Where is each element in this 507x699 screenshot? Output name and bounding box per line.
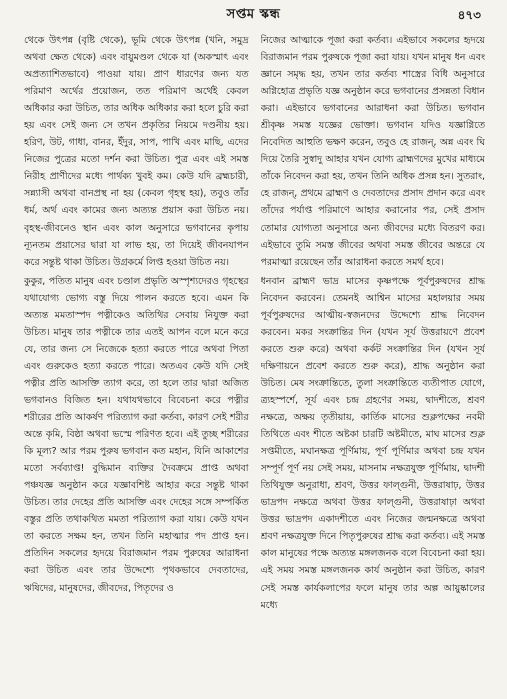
text-columns	[24, 32, 485, 694]
right-column	[261, 32, 486, 694]
left-column	[24, 32, 249, 694]
paragraph: কুকুর, পতিত মানুষ এবং চণ্ডাল প্রভৃতি অস্পৃশ্যদেরও গৃহস্থের যথাযোগ্য ভোগ্য বস্তু দিয়ে পালন করতে হবে। এমন কি অত্যন্ত মমতাস্পদ পত্নীকেও অতিথির সেবায় নিযুক্ত করা উচিত। মানুষ তার পত্নীকে তার এতই আপন বলে মনে করে যে, তার জন্য সে নিজেকে হত্যা করতে পারে অথবা পিতা এবং গুরুকেও হত্যা করতে পারে। অতএব কেউ যদি সেই পত্নীর প্রতি আসক্তি ত্যাগ করে, তা হলে তার দ্বারা অজিত ভগবানও বিজিত হন। যথাযথভাবে বিবেচনা করে পত্নীর শরীরের প্রতি আকর্ষণ পরিত্যাগ করা কর্তব্য, কারণ সেই শরীর অন্তে কৃমি, বিষ্ঠা অথবা ভস্মে পরিণত হবে। এই তুচ্ছ শরীরের কি মূল্য? আর পরম পুরুষ ভগবান কত মহান, যিনি আকাশের মতো সর্বব্যাপ্ত! বুদ্ধিমান ব্যক্তির দৈবক্রমে প্রাপ্ত অথবা পঞ্চযজ্ঞ অনুষ্ঠান করে যজ্ঞাবশিষ্ট আহার করে সন্তুষ্ট থাকা উচিত। তার দেহের প্রতি আসক্তি এবং দেহের সঙ্গে সম্পর্কিত বস্তুর প্রতি তথাকথিত মমতা পরিত্যাগ করা যায়। কেউ যখন তা করতে সক্ষম হন, তখন তিনি মহাত্মার পদ প্রাপ্ত হন। প্রতিদিন সকলের হৃদয়ে বিরাজমান পরম পুরুষের আরাধনা করা উচিত এবং তার উদ্দেশ্যে পৃথকভাবে দেবতাদের, ঋষিদের, মানুষদের, জীবদের, পিতৃদের ও	[24, 275, 249, 594]
paragraph: নিজের আত্মাকে পূজা করা কর্তব্য। এইভাবে সকলের হৃদয়ে বিরাজমান পরম পুরুষকে পূজা করা যায়। যখন মানুষ ধন এবং জ্ঞানে সমৃদ্ধ হয়, তখন তার কর্তব্য শাস্ত্রের বিধি অনুসারে অগ্নিহোত্র প্রভৃতি যজ্ঞ অনুষ্ঠান করে ভগবানের প্রসন্নতা বিধান করা। এইভাবে ভগবানের আরাধনা করা উচিত। ভগবান শ্রীকৃষ্ণ সমস্ত যজ্ঞের ভোক্তা। ভগবান যদিও যজ্ঞাগ্নিতে নিবেদিত আহুতি ভক্ষণ করেন, তবুও হে রাজন্, অন্ন এবং ঘি দিয়ে তৈরি সুস্বাদু আহার যখন যোগ্য ব্রাহ্মণদের মুখের মাধ্যমে তাঁকে নিবেদন করা হয়, তখন তিনি অধিক প্রসন্ন হন। সুতরাং, হে রাজন্, প্রথমে ব্রাহ্মণ ও দেবতাদের প্রসাদ প্রদান করে এবং তাঁদের পর্যাপ্ত পরিমাণে আহার করানোর পর, সেই প্রসাদ তোমার যোগ্যতা অনুসারে অন্য জীবদের মধ্যে বিতরণ কর। এইভাবে তুমি সমস্ত জীবের অথবা সমস্ত জীবের অন্তরে যে পরমাত্মা রয়েছেন তাঁর আরাধনা করতে সমর্থ হবে।	[260, 35, 485, 268]
page-number: ৪৭৩	[457, 8, 481, 22]
page-header	[26, 4, 481, 26]
paragraph: ধনবান ব্রাহ্মণ ভাদ্র মাসের কৃষ্ণপক্ষে পূর্বপুরুষদের শ্রাদ্ধ নিবেদন করবেন। তেমনই আশ্বিন মাসের মহালয়ার সময় পূর্বপুরুষদের আত্মীয়-স্বজনদের উদ্দেশ্যে শ্রাদ্ধ নিবেদন করবেন। মকর সংক্রান্তির দিন (যখন সূর্য উত্তরায়ণে প্রবেশ করতে শুরু করে) অথবা কর্কট সংক্রান্তির দিন (যখন সূর্য দক্ষিণায়নে প্রবেশ করতে শুরু করে), শ্রাদ্ধ অনুষ্ঠান করা উচিত। মেষ সংক্রান্তিতে, তুলা সংক্রান্তিতে ব্যতীপাত যোগে, ত্র্যহস্পর্শে, সূর্য এবং চন্দ্র গ্রহণের সময়, দ্বাদশীতে, শ্রবণ নক্ষত্রে, অক্ষয় তৃতীয়ায়, কার্তিক মাসের শুক্লপক্ষের নবমী তিথিতে এবং শীতে অষ্টকা চারটি অষ্টমীতে, মাঘ মাসের শুক্ল সপ্তমীতে, মঘানক্ষত্র পূর্ণিমায়, পূর্ণ পূর্ণিমার অথবা চন্দ্র যখন সম্পূর্ণ পূর্ণ নয় সেই সময়, মাসনাম নক্ষত্রযুক্ত পূর্ণিমায়, দ্বাদশী তিথিযুক্ত অনুরাধা, শ্রবণ, উত্তর ফাল্গুনী, উত্তরাষাঢ়, উত্তর ভাদ্রপদ নক্ষত্রে অথবা উত্তর ফাল্গুনী, উত্তরাষাঢ়া অথবা উত্তর ভাদ্রপদ একাদশীতে এবং নিজের জন্মনক্ষত্রে অথবা শ্রবণ নক্ষত্রযুক্ত দিনে পিতৃপুরুষের শ্রাদ্ধ করা কর্তব্য। এই সমস্ত কাল মানুষের পক্ষে অত্যন্ত মঙ্গলজনক বলে বিবেচনা করা হয়। এই সময় সমস্ত মঙ্গলজনক কার্য অনুষ্ঠান করা উচিত, কারণ সেই সমস্ত কার্যকলাপের ফলে মানুষ তার অল্প আয়ুষ্কালের মধ্যে	[260, 275, 485, 611]
chapter-title: সপ্তম স্কন্ধ	[226, 6, 281, 22]
paragraph: থেকে উৎপন্ন (বৃষ্টি থেকে), ভূমি থেকে উৎপন্ন (খনি, সমুদ্র অথবা ক্ষেত থেকে) এবং বায়ুমণ্ডল থেকে যা (অকস্মাৎ এবং অপ্রত্যাশিতভাবে) পাওয়া যায়। প্রাণ ধারণের জন্য যত পরিমাণ অর্থের প্রয়োজন, তত পরিমাণ অর্থেই কেবল অধিকার করা উচিত, তার অধিক অধিকার করা হলে চুরি করা হয় এবং সেই জন্য সে তখন প্রকৃতির নিয়মে দণ্ডনীয় হয়। হরিণ, উট, গাধা, বানর, ইঁদুর, সাপ, পাখি এবং মাছি, এদের নিজের পুত্রের মতো দর্শন করা উচিত। পুত্র এবং এই সমস্ত নিরীহ প্রাণীদের মধ্যে পার্থক্য খুবই কম। কেউ যদি ব্রহ্মচারী, সন্ন্যাসী অথবা বানপ্রস্থ না হয় (কেবল গৃহস্থ হয়), তবুও তাঁর ধর্ম, অর্থ এবং কামের জন্য অত্যন্ত প্রয়াস করা উচিত নয়। বৃহস্থ-জীবনেও স্থান এবং কাল অনুসারে ভগবানের কৃপায় ন্যূনতম প্রয়াসের দ্বারা যা লাভ হয়, তা দিয়েই জীবনযাপন করে সন্তুষ্ট থাকা উচিত। উগ্রকর্মে লিপ্ত হওয়া উচিত নয়।	[24, 35, 249, 268]
